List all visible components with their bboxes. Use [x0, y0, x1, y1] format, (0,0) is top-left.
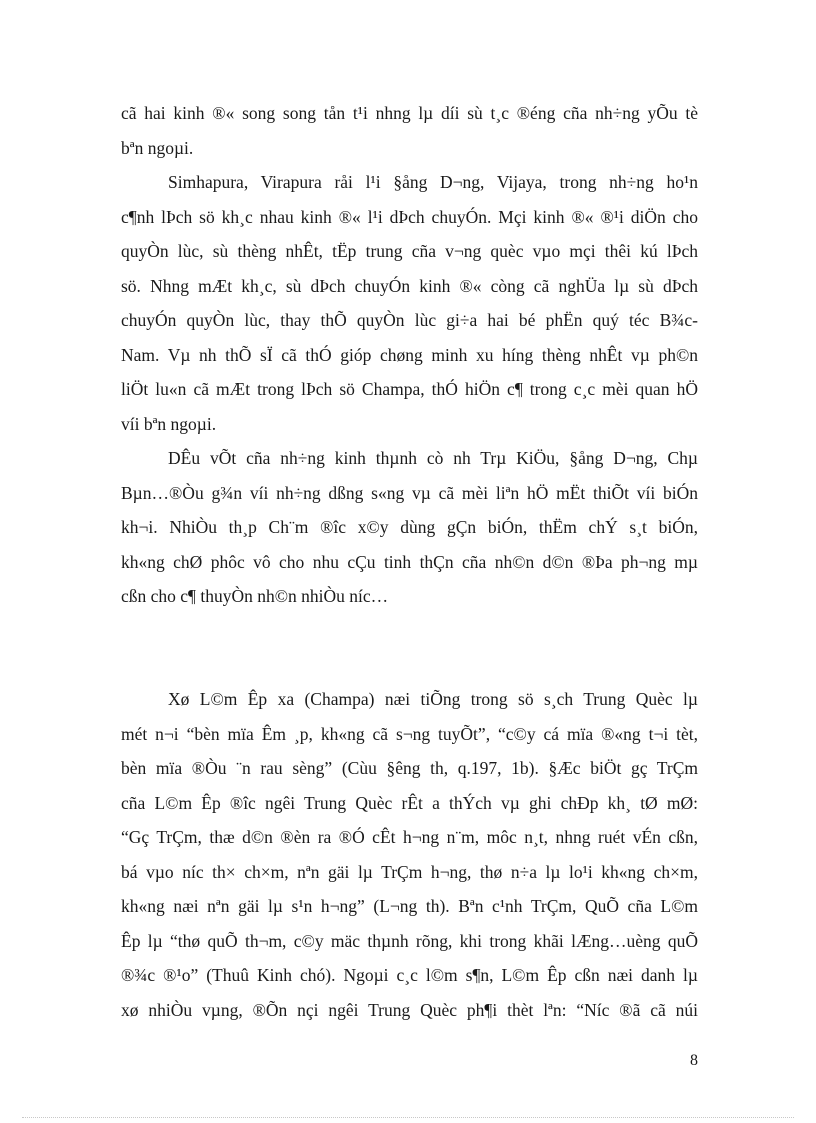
- text-line: c¶nh lÞch sö kh¸c nhau kinh ®« l¹i dÞch chuyÓn. Mçi kinh ®« ®¹i diÖn cho: [121, 206, 698, 227]
- text-line: bèn mïa ®Òu ¨n rau sèng” (Cùu §êng th, q.197, 1b). §Æc biÖt gç TrÇm: [121, 758, 698, 778]
- text-line: bá vµo níc th× ch×m, nªn gäi lµ TrÇm h¬ng, thø n÷a lµ lo¹i kh«ng ch×m,: [121, 861, 698, 882]
- page-number: 8: [690, 1052, 698, 1069]
- text-line: xø nhiÒu vµng, ®Õn nçi ngêi Trung Quèc ph¶i thèt lªn: “Níc ®ã cã núi: [121, 999, 698, 1020]
- text-line: “Gç TrÇm, thæ d©n ®èn ra ®Ó cÊt h¬ng n¨m, môc n¸t, nhng ruét vÉn cßn,: [121, 827, 698, 847]
- text-line: cßn cho c¶ thuyÒn nh©n nhiÒu níc…: [121, 586, 389, 606]
- text-line: kh«ng næi nªn gäi lµ s¹n h¬ng” (L¬ng th). Bªn c¹nh TrÇm, QuÕ cña L©m: [121, 896, 698, 916]
- footer-dotted-rule: [22, 1117, 794, 1118]
- text-line: liÖt lu«n cã mÆt trong lÞch sö Champa, thÓ hiÖn c¶ trong c¸c mèi quan hÖ: [121, 379, 698, 399]
- text-line: Bµn…®Òu g¾n víi nh÷ng dßng s«ng vµ cã mèi liªn hÖ mËt thiÕt víi biÓn: [121, 482, 698, 503]
- body-text-section-2: [121, 682, 698, 1027]
- text-line: cña L©m Êp ®îc ngêi Trung Quèc rÊt a thÝch vµ ghi chÐp kh¸ tØ mØ:: [121, 792, 698, 813]
- text-line: Simhapura, Virapura råi l¹i §ång D¬ng, Vijaya, trong nh÷ng ho¹n: [168, 172, 698, 192]
- text-line: cã hai kinh ®« song song tån t¹i nhng lµ díi sù t¸c ®éng cña nh÷ng yÕu tè: [121, 103, 698, 123]
- text-line: chuyÓn quyÒn lùc, thay thÕ quyÒn lùc gi÷a hai bé phËn quý téc B¾c-: [121, 310, 698, 330]
- text-line: mét n¬i “bèn mïa Êm ¸p, kh«ng cã s¬ng tuyÕt”, “c©y cá mïa ®«ng t¬i tèt,: [121, 723, 698, 744]
- text-line: kh¬i. NhiÒu th¸p Ch¨m ®îc x©y dùng gÇn biÓn, thËm chÝ s¸t biÓn,: [121, 517, 698, 537]
- text-line: bªn ngoµi.: [121, 137, 194, 158]
- text-line: sö. Nhng mÆt kh¸c, sù dÞch chuyÓn kinh ®« còng cã nghÜa lµ sù dÞch: [121, 275, 698, 296]
- text-line: DÊu vÕt cña nh÷ng kinh thµnh cò nh Trµ KiÖu, §ång D¬ng, Chµ: [168, 448, 698, 468]
- text-line: quyÒn lùc, sù thèng nhÊt, tËp trung cña v¬ng quèc vµo mçi thêi kú lÞch: [121, 241, 698, 261]
- text-line: Nam. Vµ nh thÕ sÏ cã thÓ gióp chøng minh xu híng thèng nhÊt vµ ph©n: [121, 344, 698, 365]
- text-line: kh«ng chØ phôc vô cho nhu cÇu tinh thÇn cña nh©n d©n ®Þa ph¬ng mµ: [121, 551, 698, 572]
- text-line: ®¾c ®¹o” (Thuû Kinh chó). Ngoµi c¸c l©m s¶n, L©m Êp cßn næi danh lµ: [121, 965, 698, 985]
- text-line: Êp lµ “thø quÕ th¬m, c©y mäc thµnh rõng, khi trong khãi lÆng…uèng quÕ: [121, 930, 698, 951]
- body-text-section-1: [121, 96, 698, 614]
- text-line: víi bªn ngoµi.: [121, 413, 217, 434]
- text-line: Xø L©m Êp xa (Champa) næi tiÕng trong sö s¸ch Trung Quèc lµ: [168, 689, 698, 709]
